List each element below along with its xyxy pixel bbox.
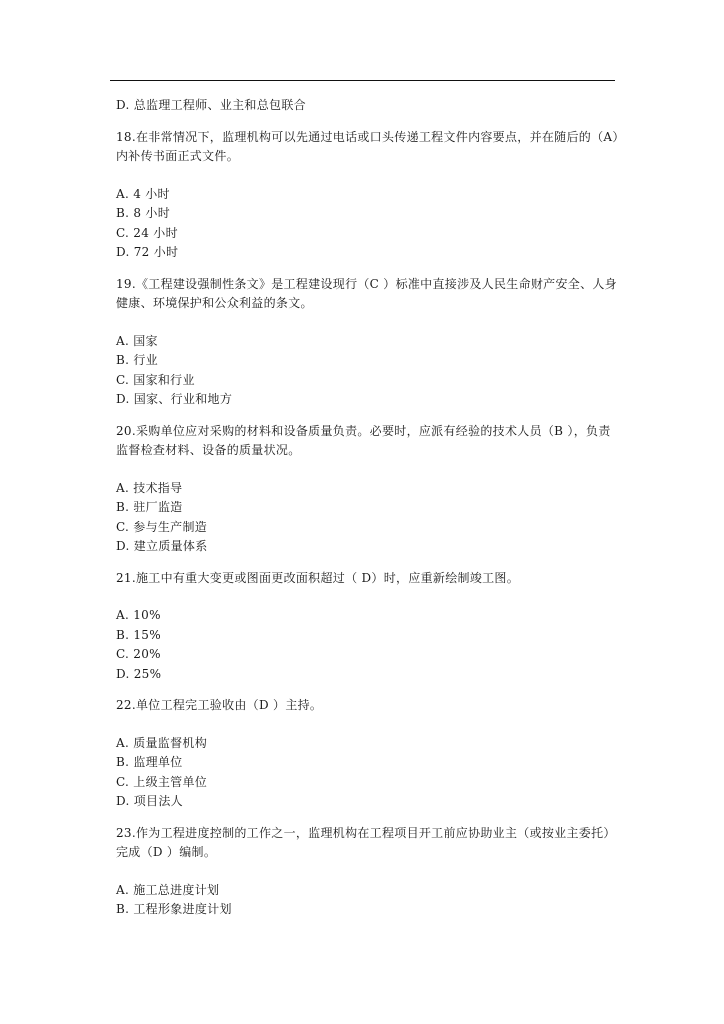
option-a: A. 技术指导: [116, 480, 183, 495]
option-d: D. 国家、行业和地方: [116, 392, 233, 406]
option-a: A. 施工总进度计划: [116, 882, 220, 897]
option-d: D. 项目法人: [116, 794, 183, 808]
question-block: [110, 422, 620, 557]
option-c: C. 24 小时: [116, 225, 178, 240]
option-b: B. 驻厂监造: [116, 500, 183, 514]
option-b: B. 工程形象进度计划: [116, 902, 232, 916]
option-a: A. 4 小时: [116, 186, 170, 201]
question-block: [110, 696, 620, 812]
option-c: C. 国家和行业: [116, 372, 195, 387]
option-b: B. 8 小时: [116, 206, 170, 220]
option-b: B. 15%: [116, 627, 161, 642]
option-b: B. 行业: [116, 353, 158, 367]
question-block: [110, 128, 620, 263]
question-text: 23.作为工程进度控制的工作之一，监理机构在工程项目开工前应协助业主（或按业主委托）完成（D ）编制。: [116, 825, 616, 859]
option-c: C. 20%: [116, 647, 161, 661]
option-d: D. 25%: [116, 666, 162, 681]
question-text: 19.《工程建设强制性条文》是工程建设现行（C ）标准中直接涉及人民生命财产安全、人身健康、环境保护和公众利益的条文。: [116, 276, 617, 310]
question-block: [110, 824, 620, 920]
option-d: D. 72 小时: [116, 245, 179, 259]
document-body: [110, 96, 620, 920]
option-c: C. 参与生产制造: [116, 519, 208, 534]
question-text: 20.采购单位应对采购的材料和设备质量负责。必要时，应派有经验的技术人员（B ），负责监督检查材料、设备的质量状况。: [116, 423, 611, 457]
question-text: 21.施工中有重大变更或图面更改面积超过（ D）时，应重新绘制竣工图。: [116, 570, 520, 585]
question-text: 22.单位工程完工验收由（D ）主持。: [116, 698, 323, 712]
header-rule: [110, 80, 615, 81]
option-c: C. 上级主管单位: [116, 774, 208, 789]
option-d: D. 建立质量体系: [116, 539, 208, 553]
option-a: A. 国家: [116, 333, 158, 348]
question-block: [110, 569, 620, 685]
option-b: B. 监理单位: [116, 755, 183, 769]
option-a: A. 质量监督机构: [116, 735, 207, 750]
question-text: 18.在非常情况下，监理机构可以先通过电话或口头传递工程文件内容要点，并在随后的（A）内补传书面正式文件。: [116, 129, 619, 163]
option-a: A. 10%: [116, 608, 161, 622]
question-block: [110, 275, 620, 410]
lead-option: D. 总监理工程师、业主和总包联合: [116, 98, 306, 112]
